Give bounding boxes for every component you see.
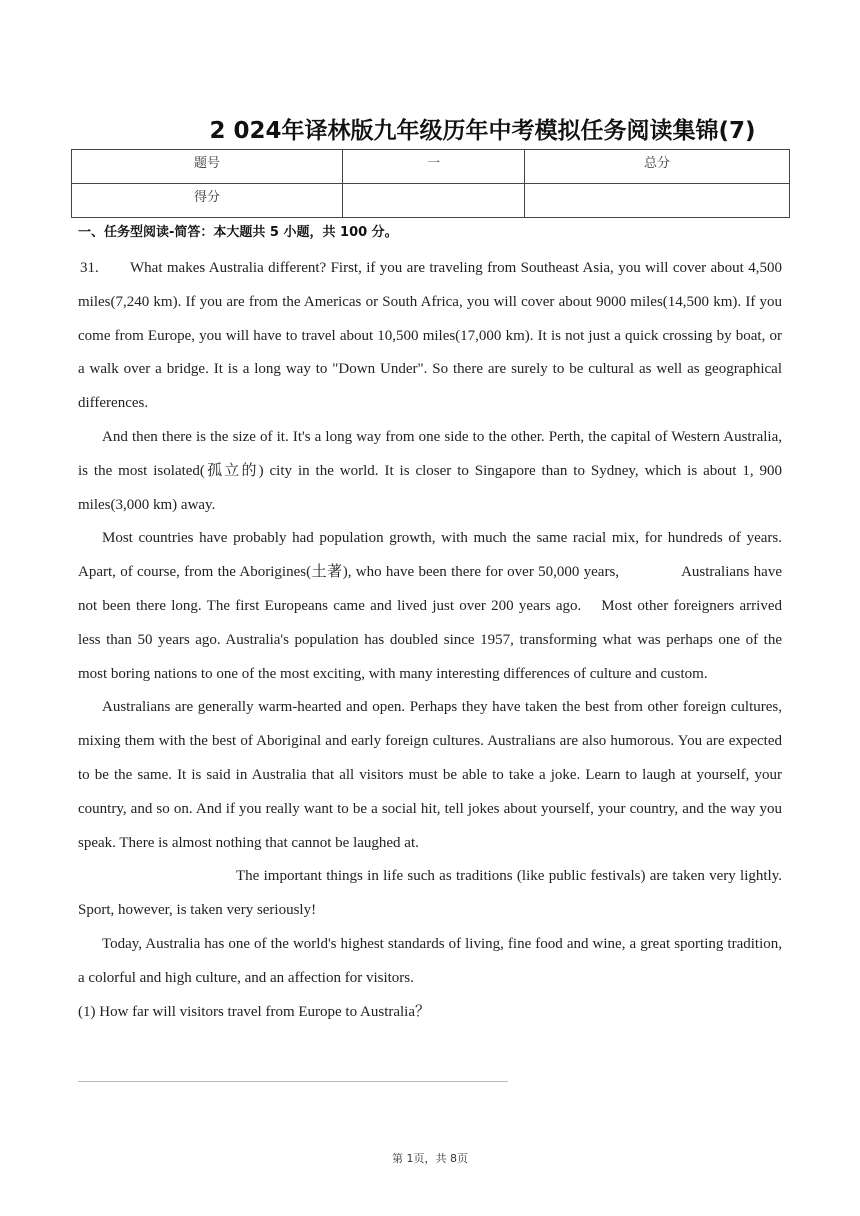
page-footer: 第 1页，共 8页	[392, 1152, 468, 1165]
paragraph-3-part-b: Australians have not been there long. The first Europeans came and lived just over 200 years ago.	[78, 564, 782, 614]
paragraph-4: Australians are generally warm-hearted and open. Perhaps they have taken the best from other foreign cultures, mixing them with the best of Aboriginal and early foreign cultures. Australians are also humorous. You are expected to be the same. It is said in Australia that all visitors must be able to take a joke. Learn to laugh at yourself, your country, and so on. And if you really want to be a social hit, tell jokes about yourself, your country, and the way you speak. There is almost nothing that cannot be laughed at.	[78, 699, 782, 851]
paragraph-3-part-c: Most other foreigners arrived less than 50 years ago. Australia's population has doubled since 1957, transforming what was perhaps one of the most boring nations to one of the most exciting, with many interesting differences of culture and custom.	[78, 597, 782, 682]
paragraph-3-part-a: Most countries have probably had population growth, with much the same racial mix, for hundreds of years. Apart, of course, from the Aborigines(土著), who have been there for over 50,000 years,	[78, 530, 782, 581]
answer-line[interactable]	[78, 1081, 508, 1082]
score-cell-total[interactable]	[525, 184, 790, 218]
paragraph-3	[78, 522, 782, 691]
question-number: 31.	[80, 260, 99, 276]
paragraph-6: Today, Australia has one of the world's highest standards of living, fine food and wine, a great sporting tradition, a colorful and high culture, and an affection for visitors.	[78, 935, 782, 986]
header-cell-section-one: 一	[343, 150, 525, 184]
score-table-score-row	[72, 184, 790, 218]
paragraph-5	[78, 860, 782, 928]
header-cell-question-number: 题号	[72, 150, 343, 184]
paragraph-5-text: The important things in life such as traditions (like public festivals) are taken very lightly. Sport, however, is taken very seriously!	[78, 868, 782, 919]
paragraph-2: And then there is the size of it. It's a long way from one side to the other. Perth, the capital of Western Australia, is the most isolated(孤立的) city in the world. It is closer to Singapore than to Sydney, which is about 1, 900 miles(3,000 km) away.	[78, 428, 782, 513]
section-heading: 一、任务型阅读-简答：本大题共 5 小题，共 100 分。	[78, 225, 398, 240]
score-table	[71, 149, 790, 218]
question-1: (1) How far will visitors travel from Europe to Australia？	[78, 1003, 431, 1020]
score-cell-section-one[interactable]	[343, 184, 525, 218]
paragraph-1	[78, 252, 782, 421]
reading-passage	[78, 252, 782, 1029]
paragraph-1-text: What makes Australia different? First, if you are traveling from Southeast Asia, you will cover about 4,500 miles(7,240 km). If you are from the Americas or South Africa, you will cover about 9000 miles(14,500 km). If you come from Europe, you will have to travel about 10,500 miles(17,000 km). It is not just a quick crossing by boat, or a walk over a bridge. It is a long way to "Down Under". So there are surely to be cultural as well as geographical differences.	[78, 260, 782, 412]
row-label-score: 得分	[72, 184, 343, 218]
header-cell-total: 总分	[525, 150, 790, 184]
score-table-header-row	[72, 150, 790, 184]
document-title: 2 024年译林版九年级历年中考模拟任务阅读集锦(7)	[209, 118, 756, 144]
